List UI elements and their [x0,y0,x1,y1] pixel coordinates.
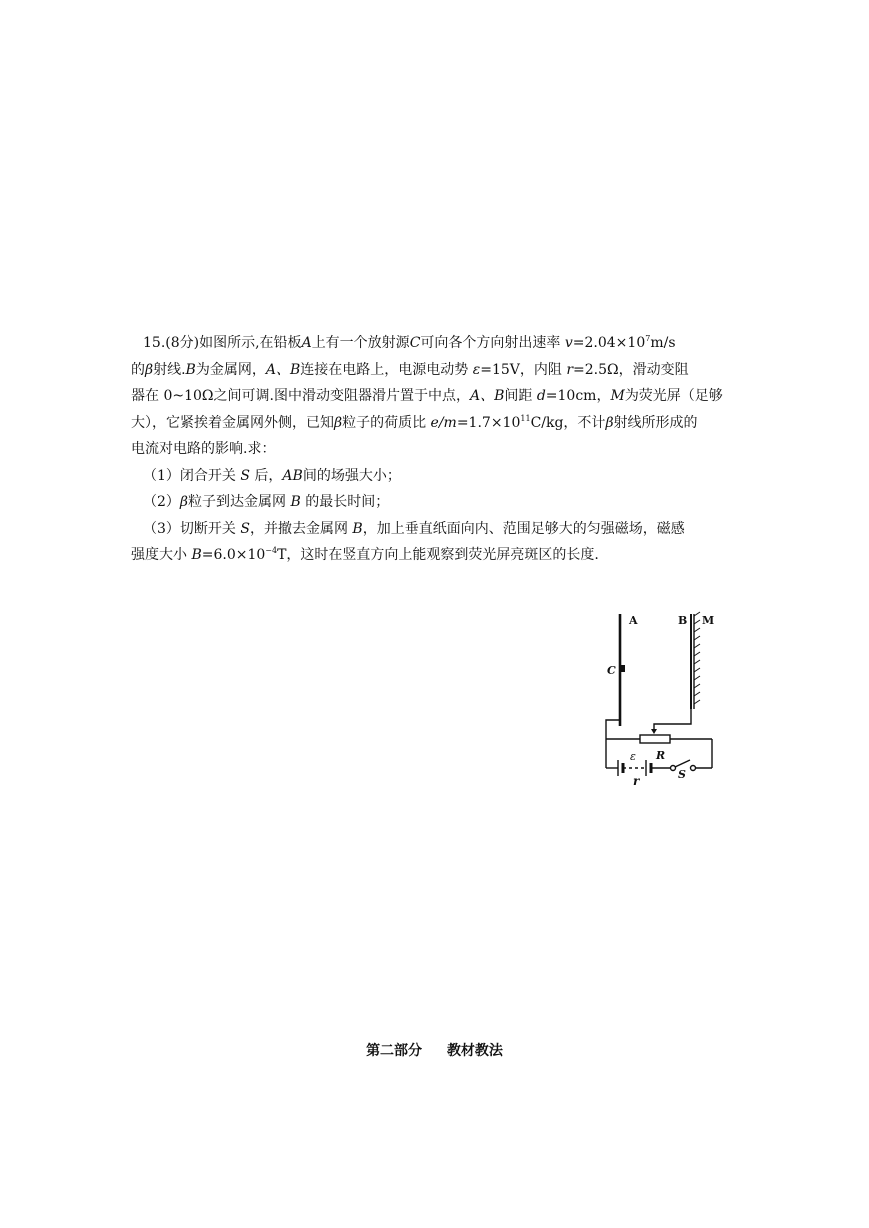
label-r: r [633,774,640,788]
problem-line: 大），它紧挨着金属网外侧，已知β粒子的荷质比 $e/m=1.7\times 10^{11}C/kg$，不计β射线所形成的 [131,413,698,431]
label-M: M [702,614,715,627]
question-3-cont: 强度大小 $B=6.0\times 10^{-4}T$，这时在竖直方向上能观察到荧光屏亮斑区的长度. [131,546,599,563]
label-A: A [629,614,638,627]
problem-line: 的β射线.B为金属网，A、B连接在电路上，电源电动势 ε=15V，内阻 r=2.5Ω，滑动变阻 [131,361,689,378]
screen-hatching [694,612,700,704]
switch-post-left [671,766,676,771]
circuit-diagram [596,608,726,788]
label-R: R [656,749,666,762]
problem-line: 器在 0~10Ω之间可调.图中滑动变阻器滑片置于中点，A、B间距 d=10cm，M为荧光屏（足够 [131,388,723,404]
switch-S-blade [675,760,690,767]
label-B: B [678,614,688,627]
switch-post-right [691,766,696,771]
source-C [620,665,625,672]
section-part: 第二部分 [366,1043,423,1059]
label-epsilon: ε [630,750,636,763]
resistor-R [640,735,670,743]
problem-number: 15.(8分) [143,335,200,351]
label-C: C [607,664,616,677]
section-title: 教材教法 [446,1043,503,1059]
wire-B-slider [654,709,691,732]
wire-A [606,720,620,739]
question-1: （1）闭合开关 S 后，AB间的场强大小； [143,467,401,484]
label-S: S [678,768,686,781]
section-heading [0,1040,869,1060]
problem-line: 15.(8分)如图所示,在铅板A上有一个放射源C可向各个方向射出速率 $v=2.04\times 10^7m/s$ [143,334,676,351]
problem-15 [131,330,751,569]
problem-line: 电流对电路的影响.求： [131,441,276,457]
question-3: （3）切断开关 S，并撤去金属网 B，加上垂直纸面向内、范围足够大的匀强磁场，磁感 [143,520,685,537]
question-2: （2）β粒子到达金属网 B 的最长时间； [143,494,390,510]
slider-arrow [651,729,657,734]
